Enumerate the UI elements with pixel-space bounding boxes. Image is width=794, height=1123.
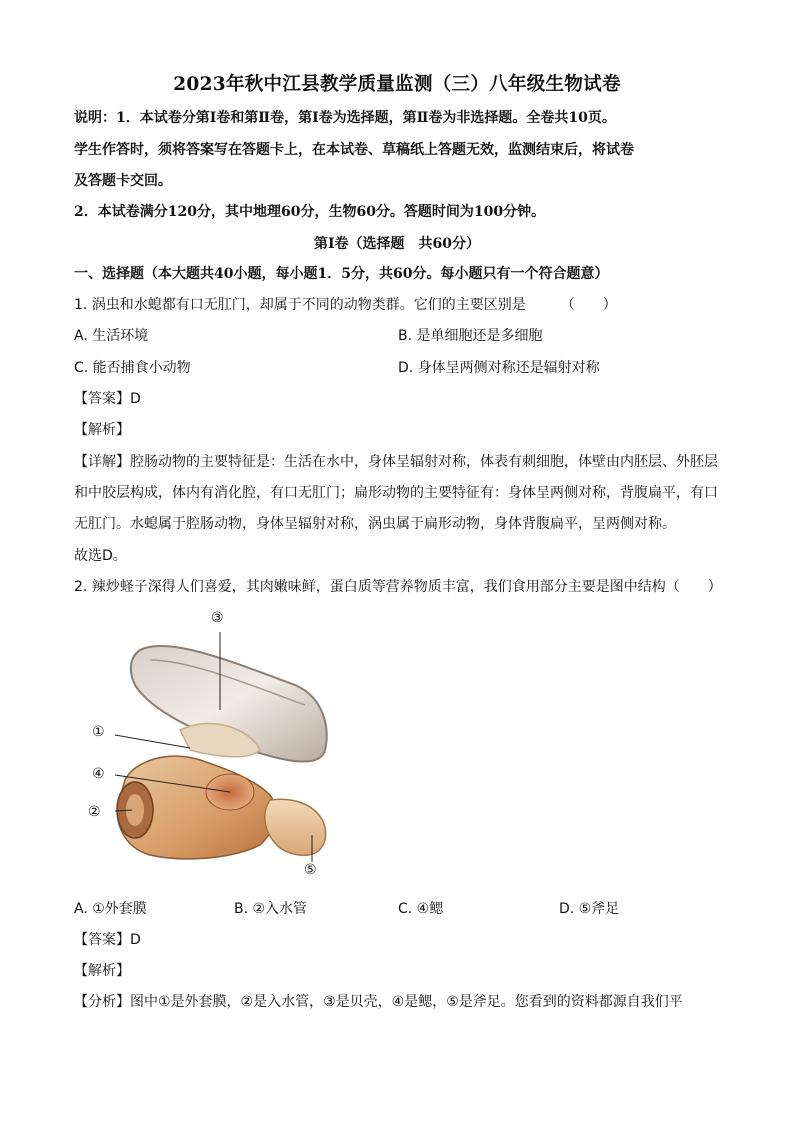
q2-analysis-label: 【解析】 — [74, 963, 130, 979]
q2-option-b: B. ②入水管 — [234, 901, 308, 917]
q1-option-b: B. 是单细胞还是多细胞 — [398, 328, 543, 344]
marker-3-shell: ③ — [211, 610, 224, 626]
razor-clam-illustration — [80, 610, 340, 890]
instructions-line-3: 及答题卡交回。 — [74, 173, 172, 189]
q2-option-c: C. ④鳃 — [398, 901, 444, 917]
q2-option-a: A. ①外套膜 — [74, 901, 147, 917]
page-title: 2023年秋中江县教学质量监测（三）八年级生物试卷 — [173, 74, 621, 95]
marker-1-mantle: ① — [92, 724, 105, 740]
q1-conclusion: 故选D。 — [74, 548, 127, 564]
q1-detail-line-3: 无肛门。水螅属于腔肠动物，身体呈辐射对称，涡虫属于扁形动物，身体背腹扁平，呈两侧对称。 — [74, 516, 676, 532]
q1-option-a: A. 生活环境 — [74, 328, 149, 344]
razor-clam-figure — [80, 610, 340, 890]
q1-option-d: D. 身体呈两侧对称还是辐射对称 — [398, 360, 600, 376]
part-heading: 一、选择题（本大题共40小题，每小题1．5分，共60分。每小题只有一个符合题意） — [74, 266, 609, 282]
q1-detail-line-2: 和中胶层构成，体内有消化腔，有口无肛门；扁形动物的主要特征有：身体呈两侧对称，背腹扁平，有口 — [74, 485, 718, 501]
instructions-line-1: 说明：1．本试卷分第Ⅰ卷和第Ⅱ卷，第Ⅰ卷为选择题，第Ⅱ卷为非选择题。全卷共10页。 — [74, 110, 616, 126]
instructions-line-2: 学生作答时，须将答案写在答题卡上，在本试卷、草稿纸上答题无效，监测结束后，将试卷 — [74, 142, 634, 158]
q2-analysis-line-1: 【分析】图中①是外套膜，②是入水管，③是贝壳，④是鳃，⑤是斧足。您看到的资料都源自我们平 — [74, 994, 683, 1010]
marker-5-foot: ⑤ — [304, 862, 317, 878]
q1-option-c: C. 能否捕食小动物 — [74, 360, 191, 376]
q1-detail-line-1: 【详解】腔肠动物的主要特征是：生活在水中，身体呈辐射对称，体表有刺细胞，体壁由内胚层、外胚层 — [74, 454, 718, 470]
question-1-stem: 1. 涡虫和水螅都有口无肛门，却属于不同的动物类群。它们的主要区别是 （ ） — [74, 297, 617, 313]
q2-option-d: D. ⑤斧足 — [559, 901, 620, 917]
q1-analysis-label: 【解析】 — [74, 422, 130, 438]
q2-answer: 【答案】D — [74, 932, 141, 948]
marker-4-gill: ④ — [92, 766, 105, 782]
q1-answer: 【答案】D — [74, 391, 141, 407]
question-2-stem: 2. 辣炒蛏子深得人们喜爱，其肉嫩味鲜，蛋白质等营养物质丰富，我们食用部分主要是图中结构（ ） — [74, 579, 722, 595]
instructions-line-4: 2．本试卷满分120分，其中地理60分，生物60分。答题时间为100分钟。 — [74, 204, 546, 220]
section-heading: 第Ⅰ卷（选择题 共60分） — [313, 236, 481, 252]
marker-2-siphon: ② — [88, 804, 101, 820]
